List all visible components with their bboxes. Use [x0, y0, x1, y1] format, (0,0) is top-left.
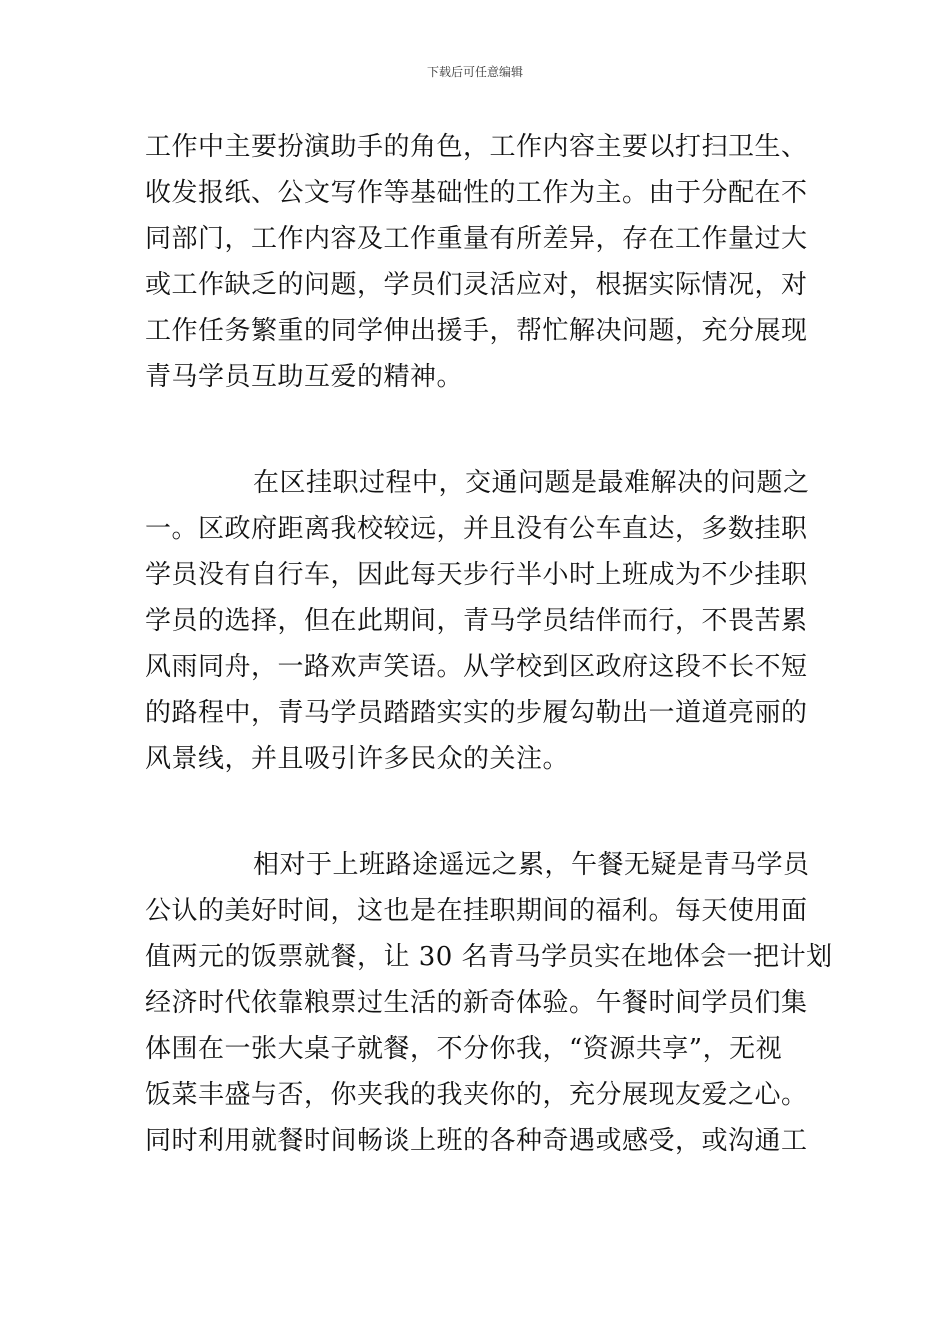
text-line: 同时利用就餐时间畅谈上班的各种奇遇或感受，或沟通工	[145, 1126, 808, 1156]
text-line: 一。区政府距离我校较远，并且没有公车直达，多数挂职	[145, 514, 808, 544]
text-line: 青马学员互助互爱的精神。	[145, 362, 464, 392]
text-line-indented: 在区挂职过程中，交通问题是最难解决的问题之	[253, 468, 810, 498]
text-line-indented: 相对于上班路途遥远之累，午餐无疑是青马学员	[253, 850, 810, 880]
paragraph-spacer	[145, 782, 825, 842]
text-line: 风雨同舟，一路欢声笑语。从学校到区政府这段不长不短	[145, 652, 808, 682]
paragraph-1	[145, 124, 825, 400]
paragraph-3	[145, 842, 833, 1164]
text-line: 学员的选择，但在此期间，青马学员结伴而行，不畏苦累	[145, 606, 808, 636]
page-header: 下载后可任意编辑	[426, 65, 523, 79]
text-line: 或工作缺乏的问题，学员们灵活应对，根据实际情况，对	[145, 270, 808, 300]
text-line: 学员没有自行车，因此每天步行半小时上班成为不少挂职	[145, 560, 808, 590]
text-line: 风景线，并且吸引许多民众的关注。	[145, 744, 570, 774]
text-line: 同部门，工作内容及工作重量有所差异，存在工作量过大	[145, 224, 808, 254]
text-line: 收发报纸、公文写作等基础性的工作为主。由于分配在不	[145, 178, 808, 208]
paragraph-spacer	[145, 400, 825, 460]
text-line: 工作中主要扮演助手的角色，工作内容主要以打扫卫生、	[145, 132, 808, 162]
text-line: 的路程中，青马学员踏踏实实的步履勾勒出一道道亮丽的	[145, 698, 808, 728]
text-line: 公认的美好时间，这也是在挂职期间的福利。每天使用面	[145, 896, 808, 926]
text-line: 饭菜丰盛与否，你夹我的我夹你的，充分展现友爱之心。	[145, 1080, 808, 1110]
text-line: 体围在一张大桌子就餐，不分你我，“资源共享”，无视	[145, 1034, 783, 1064]
text-line: 值两元的饭票就餐，让 30 名青马学员实在地体会一把计划	[145, 942, 833, 972]
document-body	[145, 124, 833, 1164]
text-line: 工作任务繁重的同学伸出援手，帮忙解决问题，充分展现	[145, 316, 808, 346]
paragraph-2	[145, 460, 825, 782]
text-line: 经济时代依靠粮票过生活的新奇体验。午餐时间学员们集	[145, 988, 808, 1018]
